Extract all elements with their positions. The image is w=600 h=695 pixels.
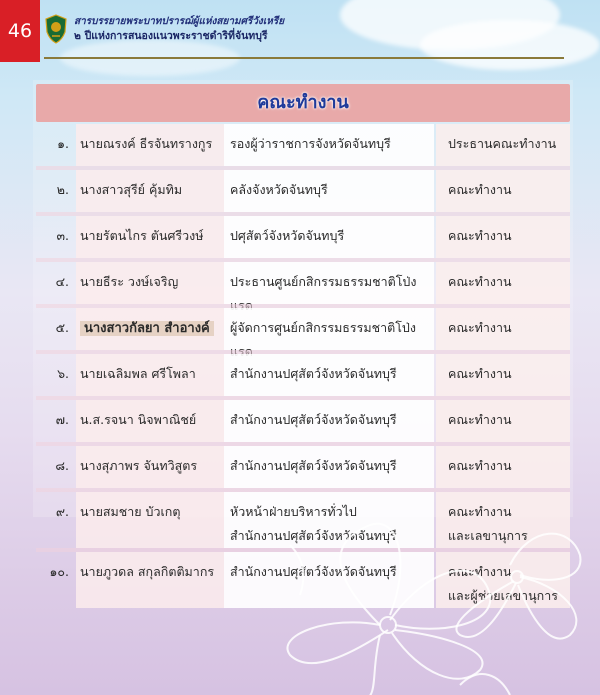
role-line: คณะทำงาน — [448, 228, 512, 243]
member-role — [436, 170, 570, 212]
role-line: ประธานคณะทำงาน — [448, 136, 557, 151]
position-line: สำนักงานปศุสัตว์จังหวัดจันทบุรี — [230, 564, 397, 579]
table-row — [36, 262, 570, 304]
position-line: หัวหน้าฝ่ายบริหารทั่วไป — [230, 504, 357, 519]
table-row — [36, 216, 570, 258]
member-name: นายณรงค์ ธีรจันทรางกูร — [76, 124, 224, 166]
row-number: ๘. — [55, 458, 69, 473]
member-name: นางสุภาพร จันทวิสูตร — [76, 446, 224, 488]
member-name: นายเฉลิมพล ศรีโพลา — [76, 354, 224, 396]
header-line-2: ๒ ปีแห่งการสนองแนวพระราชดำริที่จันทบุรี — [74, 30, 268, 42]
member-role — [436, 308, 570, 350]
role-line: คณะทำงาน — [448, 564, 512, 579]
member-name: นายธีระ วงษ์เจริญ — [76, 262, 224, 304]
row-number: ๖. — [57, 366, 69, 381]
member-name: น.ส.รจนา นิจพาณิชย์ — [76, 400, 224, 442]
header-rule — [44, 57, 564, 59]
member-name: นายภูวดล สกุลกิตติมากร — [76, 552, 224, 608]
member-role — [436, 354, 570, 396]
position-line: สำนักงานปศุสัตว์จังหวัดจันทบุรี — [230, 366, 397, 381]
member-position — [224, 262, 434, 304]
member-name: นายรัตนไกร ตันศรีวงษ์ — [76, 216, 224, 258]
position-line: คลังจังหวัดจันทบุรี — [230, 182, 328, 197]
member-role — [436, 446, 570, 488]
table-row — [36, 308, 570, 350]
role-line: คณะทำงาน — [448, 320, 512, 335]
member-name: นางสาวสุรีย์ คุ้มทิม — [76, 170, 224, 212]
member-role — [436, 216, 570, 258]
role-line: และผู้ช่วยเลขานุการ — [448, 588, 558, 603]
position-line: สำนักงานปศุสัตว์จังหวัดจันทบุรี — [230, 412, 397, 427]
table-row — [36, 354, 570, 396]
page-number: 46 — [0, 0, 40, 62]
row-number: ๔. — [55, 274, 69, 289]
member-role — [436, 400, 570, 442]
role-line: คณะทำงาน — [448, 366, 512, 381]
row-number: ๑๐. — [49, 564, 69, 579]
position-line: รองผู้ว่าราชการจังหวัดจันทบุรี — [230, 136, 391, 151]
role-line: คณะทำงาน — [448, 504, 512, 519]
flower-decoration — [230, 505, 600, 695]
table-row — [36, 446, 570, 488]
position-line: ประธานศูนย์กสิกรรมธรรมชาติโป่ง — [230, 274, 417, 289]
header-text — [74, 14, 284, 44]
page-header — [0, 0, 600, 62]
row-number: ๒. — [56, 182, 69, 197]
highlighted-name: นางสาวกัลยา สำอางค์ — [80, 321, 214, 336]
row-number: ๕. — [55, 320, 69, 335]
role-line: คณะทำงาน — [448, 274, 512, 289]
member-position — [224, 446, 434, 488]
member-position — [224, 170, 434, 212]
member-name — [76, 308, 224, 350]
member-role — [436, 262, 570, 304]
row-number: ๗. — [55, 412, 69, 427]
member-name: นายสมชาย บัวเกตุ — [76, 492, 224, 548]
member-position — [224, 354, 434, 396]
row-number: ๓. — [56, 228, 69, 243]
emblem-icon — [44, 14, 68, 44]
role-line: คณะทำงาน — [448, 458, 512, 473]
table-row — [36, 124, 570, 166]
row-number: ๑. — [57, 136, 69, 151]
role-line: และเลขานุการ — [448, 528, 528, 543]
position-line: ปศุสัตว์จังหวัดจันทบุรี — [230, 228, 345, 243]
member-position — [224, 308, 434, 350]
position-line: ผู้จัดการศูนย์กสิกรรมธรรมชาติโป่ง — [230, 320, 416, 335]
member-role — [436, 124, 570, 166]
role-line: คณะทำงาน — [448, 182, 512, 197]
member-position — [224, 216, 434, 258]
header-line-1: สารบรรยายพระบาทปรารฌ์ผู้แห่งสยามศรีวังเหรีย — [74, 16, 285, 27]
table-title: คณะทำงาน — [257, 92, 349, 113]
table-row — [36, 170, 570, 212]
position-line: สำนักงานปศุสัตว์จังหวัดจันทบุรี — [230, 458, 397, 473]
position-line: สำนักงานปศุสัตว์จังหวัดจันทบุรี — [230, 528, 397, 543]
row-number: ๙. — [55, 504, 69, 519]
table-row — [36, 400, 570, 442]
member-position — [224, 124, 434, 166]
member-position — [224, 400, 434, 442]
role-line: คณะทำงาน — [448, 412, 512, 427]
